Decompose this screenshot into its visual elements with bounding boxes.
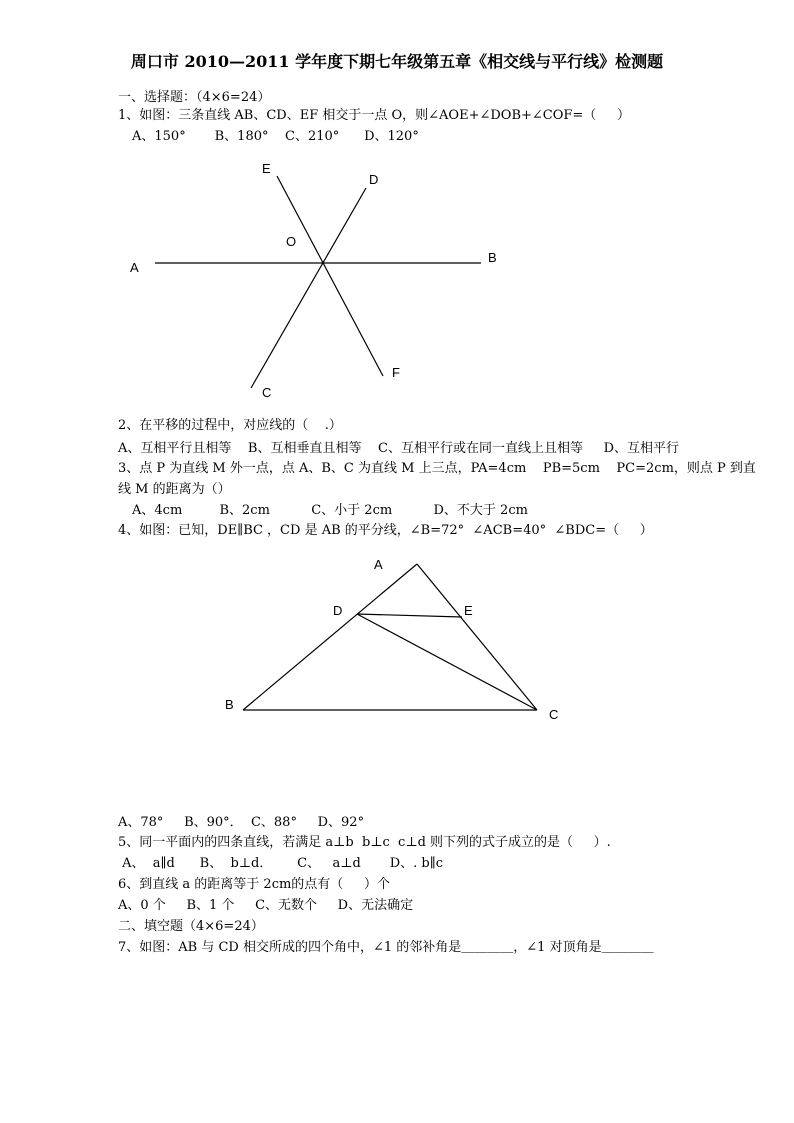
side-ac [417,564,537,710]
q3-options: A、4cm B、2cm C、小于 2cm D、不大于 2cm [132,503,528,518]
side-ba [243,564,417,710]
q1-options: A、150° B、180° C、210° D、120° [132,129,419,144]
q2-stem: 2、在平移的过程中，对应线的（ .） [118,418,342,433]
segment-de [357,614,462,617]
q4-options: A、78° B、90°． C、88° D、92° [118,815,365,830]
fig1-label-b: B [488,250,497,265]
q6-stem: 6、到直线 a 的距离等于 2cm的点有（ ）个 [118,877,390,892]
fig4-label-d: D [333,603,343,618]
q5-options: A、 a∥d B、 b⊥d． C、 a⊥d D、. b∥c [118,856,444,871]
q1-stem: 1、如图：三条直线 AB、CD、EF 相交于一点 O，则∠AOE+∠DOB+∠COF=（ ） [118,108,630,123]
fig1-label-e: E [262,161,271,176]
fig4-label-a: A [374,557,383,572]
figure-1-intersecting-lines [155,176,481,388]
section-choice-heading: 一、选择题：（4×6=24） [118,90,271,105]
fig4-label-b: B [225,697,234,712]
q5-stem: 5、同一平面内的四条直线，若满足 a⊥b b⊥c c⊥d 则下列的式子成立的是（ ）. [118,835,611,850]
q3-stem-line2: 线 M 的距离为（） [118,482,231,497]
q7-stem: 7、如图：AB 与 CD 相交所成的四个角中，∠1 的邻补角是＿＿＿＿，∠1 对顶角是＿＿＿＿ [118,940,654,955]
line-cd [251,188,366,388]
page-title: 周口市 2010—2011 学年度下期七年级第五章《相交线与平行线》检测题 [130,52,664,71]
fig1-label-o: O [286,234,297,249]
fig1-label-f: F [392,365,400,380]
fig1-label-a: A [130,260,139,275]
q4-stem: 4、如图：已知，DE∥BC ，CD 是 AB 的平分线，∠B=72° ∠ACB=40° ∠BDC=（ ） [118,523,653,538]
section-fill-heading: 二、填空题（4×6=24） [118,919,264,934]
line-ef [277,176,383,376]
fig4-label-c: C [549,707,559,722]
q3-stem-line1: 3、点 P 为直线 M 外一点，点 A、B、C 为直线 M 上三点，PA=4cm PB=5cm PC=2cm，则点 P 到直 [118,461,756,476]
segment-dc [357,614,537,710]
fig1-label-d: D [369,172,379,187]
figure-4-triangle [243,564,537,710]
q2-options: A、互相平行且相等 B、互相垂直且相等 C、互相平行或在同一直线上且相等 D、互相平行 [118,441,680,456]
q6-options: A、0 个 B、1 个 C、无数个 D、无法确定 [118,898,414,913]
fig1-label-c: C [262,385,272,400]
fig4-label-e: E [464,603,473,618]
